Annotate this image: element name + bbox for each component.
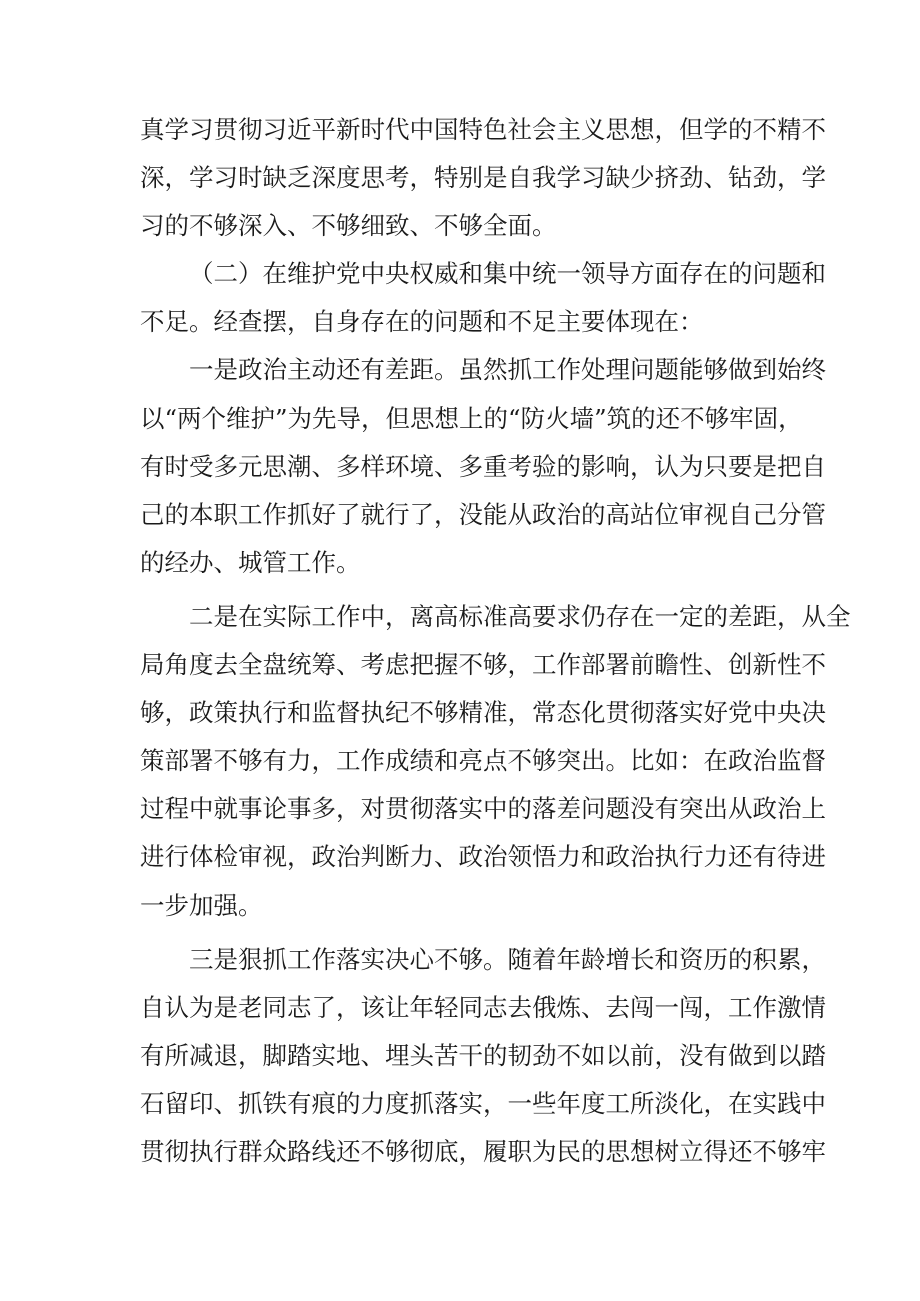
paragraph-point-two [140, 593, 851, 930]
text-line: 习的不够深入、不够细致、不够全面。 [140, 211, 557, 241]
text-line: 进行体检审视，政治判断力、政治领悟力和政治执行力还有待进 [140, 842, 826, 872]
text-line: 一步加强。 [140, 890, 263, 920]
text-line: 己的本职工作抓好了就行了，没能从政治的高站位审视自己分管 [140, 499, 826, 529]
text-line: 够，政策执行和监督执纪不够精准，常态化贯彻落实好党中央决 [140, 698, 826, 728]
text-line: 以“两个维护”为先导，但思想上的“防火墙”筑的还不够牢固， [140, 403, 803, 433]
paragraph-section-heading [140, 250, 826, 346]
paragraph-point-one [140, 346, 826, 586]
text-line: 不足。经查摆，自身存在的问题和不足主要体现在： [140, 307, 704, 337]
text-line: 过程中就事论事多，对贯彻落实中的落差问题没有突出从政治上 [140, 794, 826, 824]
text-line: 有所减退，脚踏实地、埋头苦干的韧劲不如以前，没有做到以踏 [140, 1040, 826, 1070]
text-line: 一是政治主动还有差距。虽然抓工作处理问题能够做到始终 [189, 355, 826, 385]
text-line: 石留印、抓铁有痕的力度抓落实，一些年度工所淡化，在实践中 [140, 1088, 826, 1118]
paragraph-point-three [140, 936, 826, 1176]
text-line: 有时受多元思潮、多样环境、多重考验的影响，认为只要是把自 [140, 451, 826, 481]
text-line: 二是在实际工作中，离高标准高要求仍存在一定的差距，从全 [189, 601, 851, 631]
text-line: 真学习贯彻习近平新时代中国特色社会主义思想，但学的不精不 [140, 115, 826, 144]
paragraph-study [140, 106, 826, 250]
text-line: 深，学习时缺乏深度思考，特别是自我学习缺少挤劲、钻劲，学 [140, 163, 826, 193]
text-line: 贯彻执行群众路线还不够彻底，履职为民的思想树立得还不够牢 [140, 1136, 826, 1166]
text-line: （二）在维护党中央权威和集中统一领导方面存在的问题和 [189, 259, 826, 289]
text-line: 自认为是老同志了，该让年轻同志去俄炼、去闯一闯，工作激情 [140, 992, 826, 1022]
text-line: 的经办、城管工作。 [140, 547, 361, 577]
text-line: 策部署不够有力，工作成绩和亮点不够突出。比如：在政治监督 [140, 746, 826, 776]
text-line: 三是狠抓工作落实决心不够。随着年龄增长和资历的积累， [189, 944, 826, 974]
text-line: 局角度去全盘统筹、考虑把握不够，工作部署前瞻性、创新性不 [140, 650, 826, 680]
document-body [140, 106, 851, 1176]
